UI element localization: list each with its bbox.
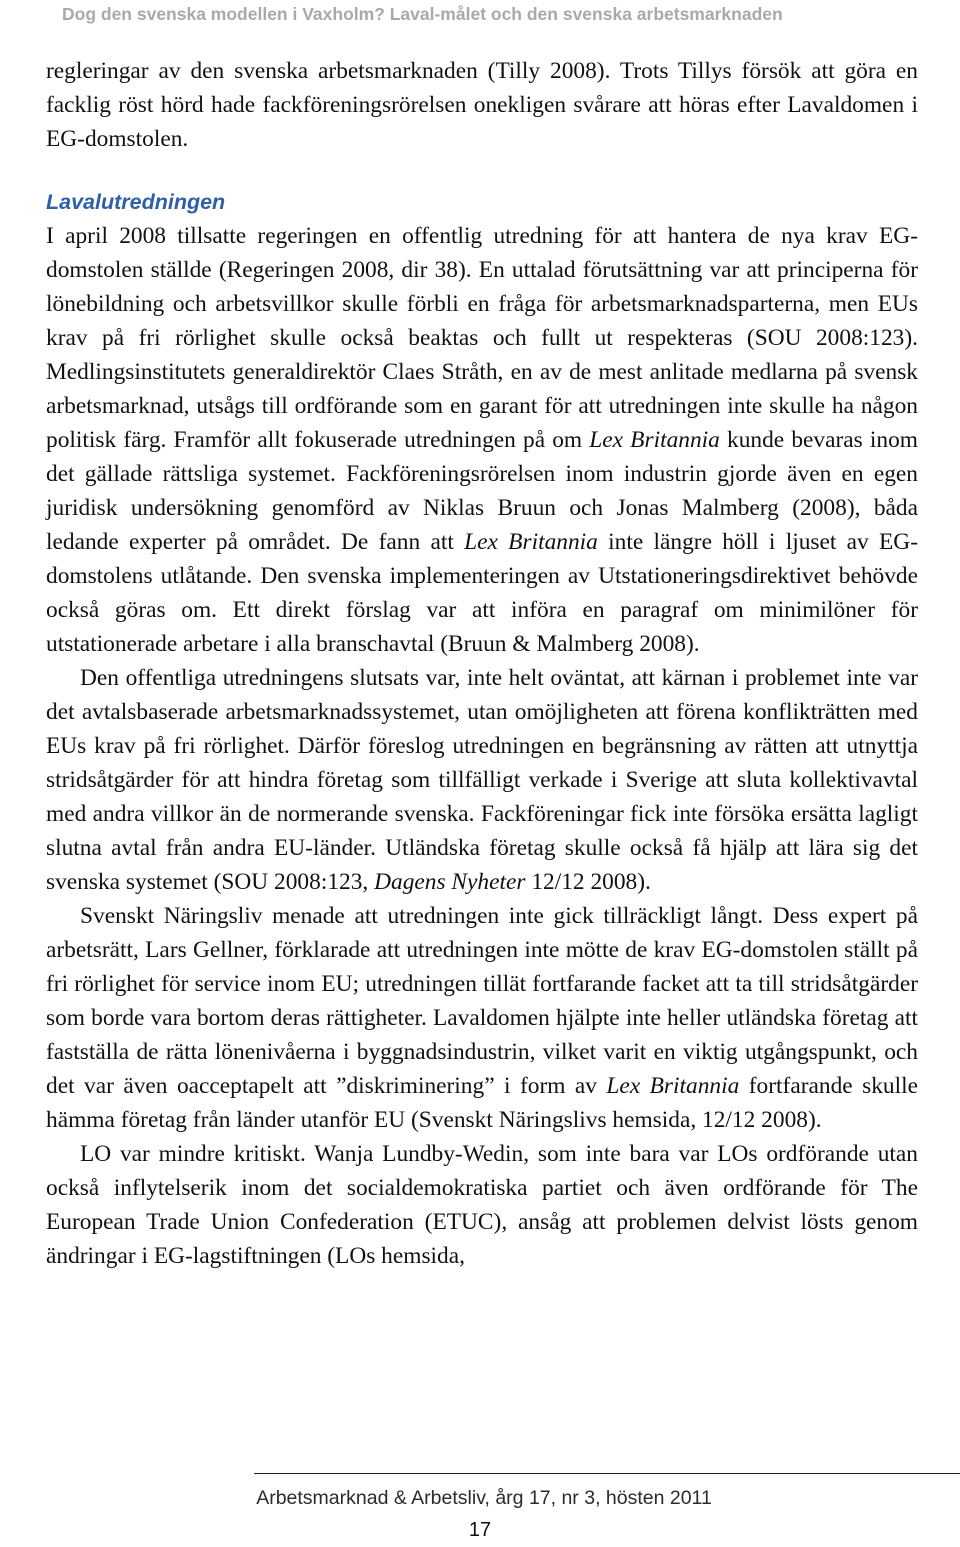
case-name-italic: Lex Britannia bbox=[464, 529, 598, 555]
case-name-italic: Lex Britannia bbox=[606, 1073, 740, 1099]
paragraph-text: Svenskt Näringsliv menade att utredningen inte gick tillräckligt långt. Dess expert på arbetsrätt, Lars Gellner, förklarade att utredningen inte mötte de krav EG-domstolen ställt på fri rörlighet för service inom EU; utredningen tillät fortfarande facket att ta till stridsåtgärder som borde vara bortom deras rättigheter. Lavaldomen hjälpte inte heller utländska företag att fastställa de rätta lönenivåerna i byggnadsindustrin, vilket varit en viktig utgångspunkt, och det var även oacceptapelt att ”diskriminering” i form av bbox=[46, 903, 918, 1099]
paragraph-text: 12/12 2008). bbox=[531, 869, 651, 895]
paragraph-lavalutredningen bbox=[46, 219, 918, 661]
paragraph-text: Den offentliga utredningens slutsats var, inte helt oväntat, att kärnan i problemet inte var det avtalsbaserade arbetsmarknadssystemet, utan omöjligheten att förena konflikträtten med EUs krav på fri rörlighet. Därför föreslog utredningen en begränsning av rätten att utnyttja stridsåtgärder för att hindra företag som tillfälligt verkade i Sverige att sluta kollektivavtal med andra villkor än de normerande svenska. Fackföreningar fick inte försöka ersätta lagligt slutna avtal från andra EU-länder. Utländska företag skulle också få hjälp att lära sig det svenska systemet (SOU 2008:123, bbox=[46, 665, 918, 895]
paragraph-lo: LO var mindre kritiskt. Wanja Lundby-Wedin, som inte bara var LOs ordförande utan också inflytelserik inom det socialdemokratiska partiet och även ordförande för The European Trade Union Confederation (ETUC), ansåg att problemen delvist lösts genom ändringar i EG-lagstiftningen (LOs hemsida, bbox=[46, 1141, 918, 1269]
paragraph-text: inte längre höll i ljuset av EG-domstolens utlåtande. Den svenska implementeringen av Utstationeringsdirektivet behövde också göras om. Ett direkt förslag var att införa en paragraf om minimilöner för utstationerade arbetare i alla branschavtal (Bruun & Malmberg 2008). bbox=[46, 529, 918, 657]
paragraph-text: I april 2008 tillsatte regeringen en offentlig utredning för att hantera de nya krav EG-domstolen ställde (Regeringen 2008, dir 38). En uttalad förutsättning var att principerna för lönebildning och arbetsvillkor skulle förbli en fråga för arbetsmarknadsparterna, men EUs krav på fri rörlighet skulle också beaktas och fullt ut respekteras (SOU 2008:123). Medlingsinstitutets generaldirektör Claes Stråth, en av de mest anlitade medlarna på svensk arbetsmarknad, utsågs till ordförande som en garant för att utredningen inte skulle ha någon politisk färg. Framför allt fokuserade utredningen på om bbox=[46, 223, 918, 453]
page-number: 17 bbox=[468, 1519, 492, 1541]
paragraph-svenskt-naringsliv bbox=[46, 899, 918, 1137]
journal-citation: Arbetsmarknad & Arbetsliv, årg 17, nr 3, hösten 2011 bbox=[256, 1487, 712, 1509]
section-heading: Lavalutredningen bbox=[46, 190, 226, 214]
paragraph-continued: regleringar av den svenska arbetsmarknaden (Tilly 2008). Trots Tillys försök att göra en facklig röst hörd hade fackföreningsrörelsen onekligen svårare att höras efter Lavaldomen i EG-domstolen. bbox=[46, 58, 918, 152]
paragraph-conclusion bbox=[46, 661, 918, 899]
running-header bbox=[0, 0, 960, 30]
paragraph-text: fortfarande skulle hämma företag från länder utanför EU (Svenskt Näringslivs hemsida, 12/12 2008). bbox=[46, 1073, 918, 1133]
paragraph-text: kunde bevaras inom det gällade rättsliga systemet. Fackföreningsrörelsen inom industrin gjorde även en egen juridisk undersökning genomförd av Niklas Bruun och Jonas Malmberg (2008), båda ledande experter på området. De fann att bbox=[46, 427, 918, 555]
running-title: Dog den svenska modellen i Vaxholm? Laval-målet och den svenska arbetsmarknaden bbox=[62, 4, 783, 24]
footer-divider bbox=[254, 1473, 960, 1474]
case-name-italic: Lex Britannia bbox=[589, 427, 720, 453]
article-body bbox=[46, 54, 918, 1273]
newspaper-name-italic: Dagens Nyheter bbox=[374, 869, 526, 895]
